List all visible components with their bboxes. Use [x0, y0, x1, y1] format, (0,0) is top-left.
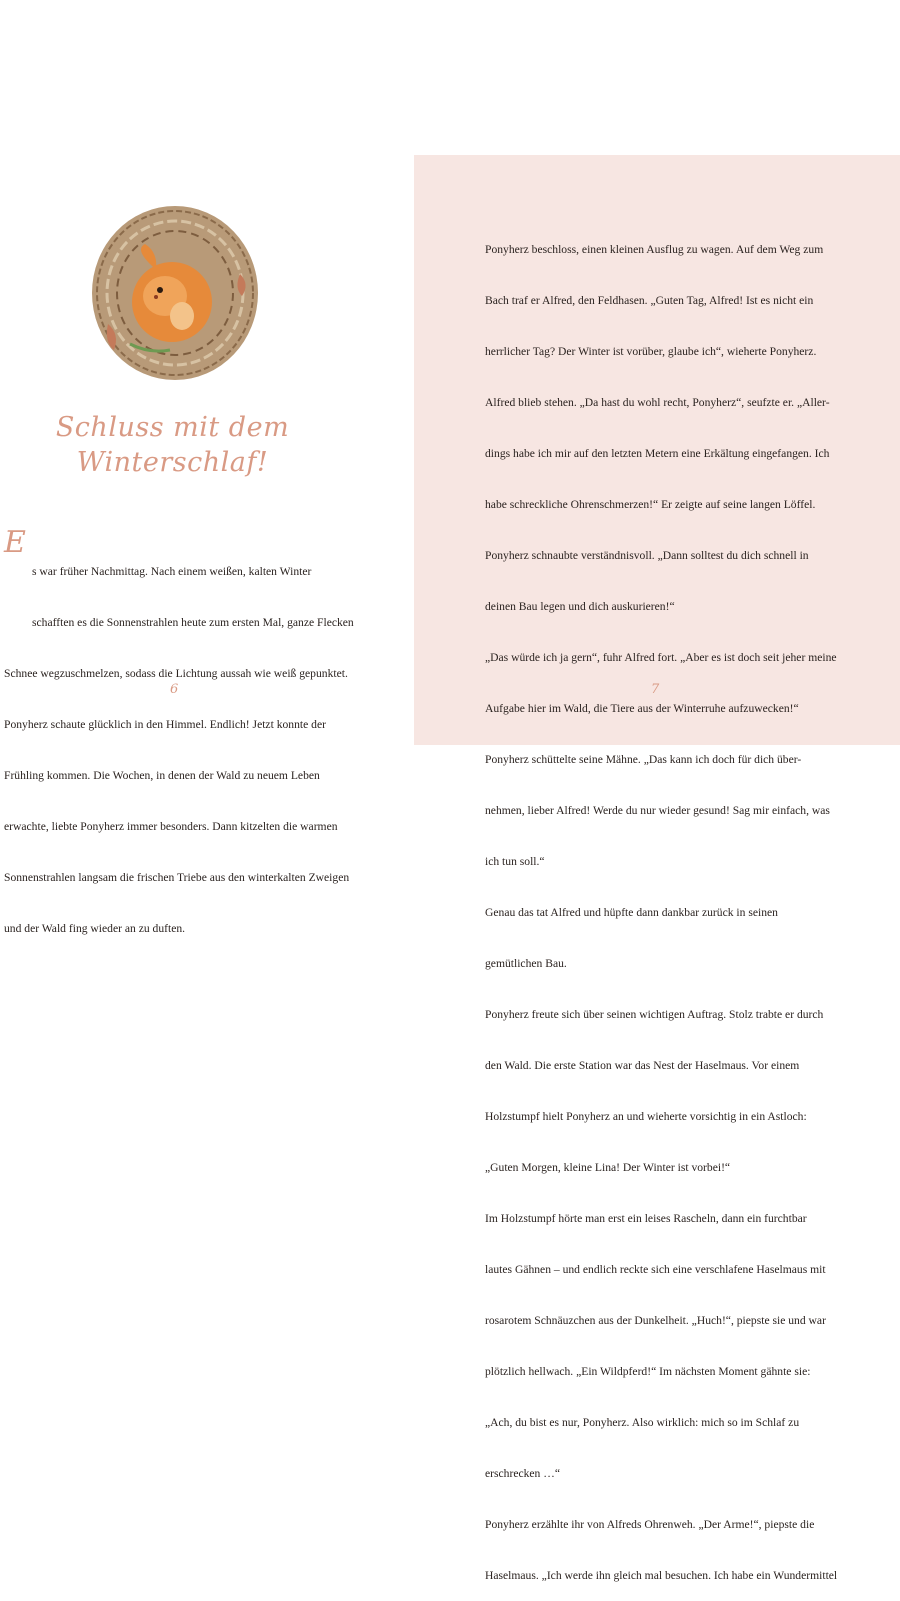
page-number-left: 6	[170, 682, 179, 697]
text-line: Ponyherz schaute glücklich in den Himmel. Endlich! Jetzt konnte der	[4, 718, 326, 731]
text-line: schafften es die Sonnenstrahlen heute zum ersten Mal, ganze Flecken	[32, 616, 354, 629]
text-line: Sonnenstrahlen langsam die frischen Triebe aus den winterkalten Zweigen	[4, 871, 350, 884]
text-line: Holzstumpf hielt Ponyherz an und wieherte vorsichtig in ein Astloch:	[485, 1110, 807, 1123]
left-page-text	[4, 525, 354, 971]
text-line: Ponyherz freute sich über seinen wichtigen Auftrag. Stolz trabte er durch	[485, 1008, 824, 1021]
text-line: Schnee wegzuschmelzen, sodass die Lichtung aussah wie weiß gepunktet.	[4, 667, 348, 680]
text-line: ich tun soll.“	[485, 855, 545, 868]
text-line: Im Holzstumpf hörte man erst ein leises Rascheln, dann ein furchtbar	[485, 1212, 807, 1225]
text-line: gemütlichen Bau.	[485, 957, 567, 970]
text-line: s war früher Nachmittag. Nach einem weißen, kalten Winter	[32, 565, 312, 578]
text-line: plötzlich hellwach. „Ein Wildpferd!“ Im nächsten Moment gähnte sie:	[485, 1365, 811, 1378]
left-page	[0, 0, 400, 935]
text-line: rosarotem Schnäuzchen aus der Dunkelheit. „Huch!“, piepste sie und war	[485, 1314, 826, 1327]
text-line: Ponyherz schüttelte seine Mähne. „Das kann ich doch für dich über-	[485, 753, 802, 766]
text-line: „Das würde ich ja gern“, fuhr Alfred fort. „Aber es ist doch seit jeher meine	[485, 651, 837, 664]
chapter-title-line-2: Winterschlaf!	[76, 447, 269, 478]
text-line: erwachte, liebte Ponyherz immer besonders. Dann kitzelten die warmen	[4, 820, 338, 833]
text-line: erschrecken …“	[485, 1467, 560, 1480]
text-line: herrlicher Tag? Der Winter ist vorüber, glaube ich“, wieherte Ponyherz.	[485, 345, 817, 358]
text-line: „Ach, du bist es nur, Ponyherz. Also wirklich: mich so im Schlaf zu	[485, 1416, 800, 1429]
text-line: Ponyherz beschloss, einen kleinen Ausflug zu wagen. Auf dem Weg zum	[485, 243, 824, 256]
page-number-right: 7	[651, 682, 660, 697]
drop-cap: E	[4, 525, 26, 560]
text-line: habe schreckliche Ohrenschmerzen!“ Er zeigte auf seine langen Löffel.	[485, 498, 816, 511]
chapter-title-line-1: Schluss mit dem	[55, 412, 290, 443]
text-line: Alfred blieb stehen. „Da hast du wohl recht, Ponyherz“, seufzte er. „Aller-	[485, 396, 830, 409]
text-line: den Wald. Die erste Station war das Nest der Haselmaus. Vor einem	[485, 1059, 800, 1072]
text-line: Genau das tat Alfred und hüpfte dann dankbar zurück in seinen	[485, 906, 778, 919]
chapter-title	[40, 410, 305, 480]
text-line: lautes Gähnen – und endlich reckte sich eine verschlafene Haselmaus mit	[485, 1263, 826, 1276]
text-line: nehmen, lieber Alfred! Werde du nur wieder gesund! Sag mir einfach, was	[485, 804, 830, 817]
text-line: Aufgabe hier im Wald, die Tiere aus der Winterruhe aufzuwecken!“	[485, 702, 799, 715]
text-line: „Guten Morgen, kleine Lina! Der Winter ist vorbei!“	[485, 1161, 731, 1174]
text-line: Ponyherz schnaubte verständnisvoll. „Dann solltest du dich schnell in	[485, 549, 809, 562]
text-line: deinen Bau legen und dich auskurieren!“	[485, 600, 675, 613]
text-line: und der Wald fing wieder an zu duften.	[4, 922, 186, 935]
dormouse-nest-illustration	[90, 204, 260, 382]
text-line: Bach traf er Alfred, den Feldhasen. „Guten Tag, Alfred! Ist es nicht ein	[485, 294, 814, 307]
text-line: Ponyherz erzählte ihr von Alfreds Ohrenweh. „Der Arme!“, piepste die	[485, 1518, 815, 1531]
text-line: Frühling kommen. Die Wochen, in denen der Wald zu neuem Leben	[4, 769, 320, 782]
text-line: Haselmaus. „Ich werde ihn gleich mal besuchen. Ich habe ein Wundermittel	[485, 1569, 838, 1582]
right-page-text	[485, 207, 845, 1601]
text-line: dings habe ich mir auf den letzten Metern eine Erkältung eingefangen. Ich	[485, 447, 830, 460]
